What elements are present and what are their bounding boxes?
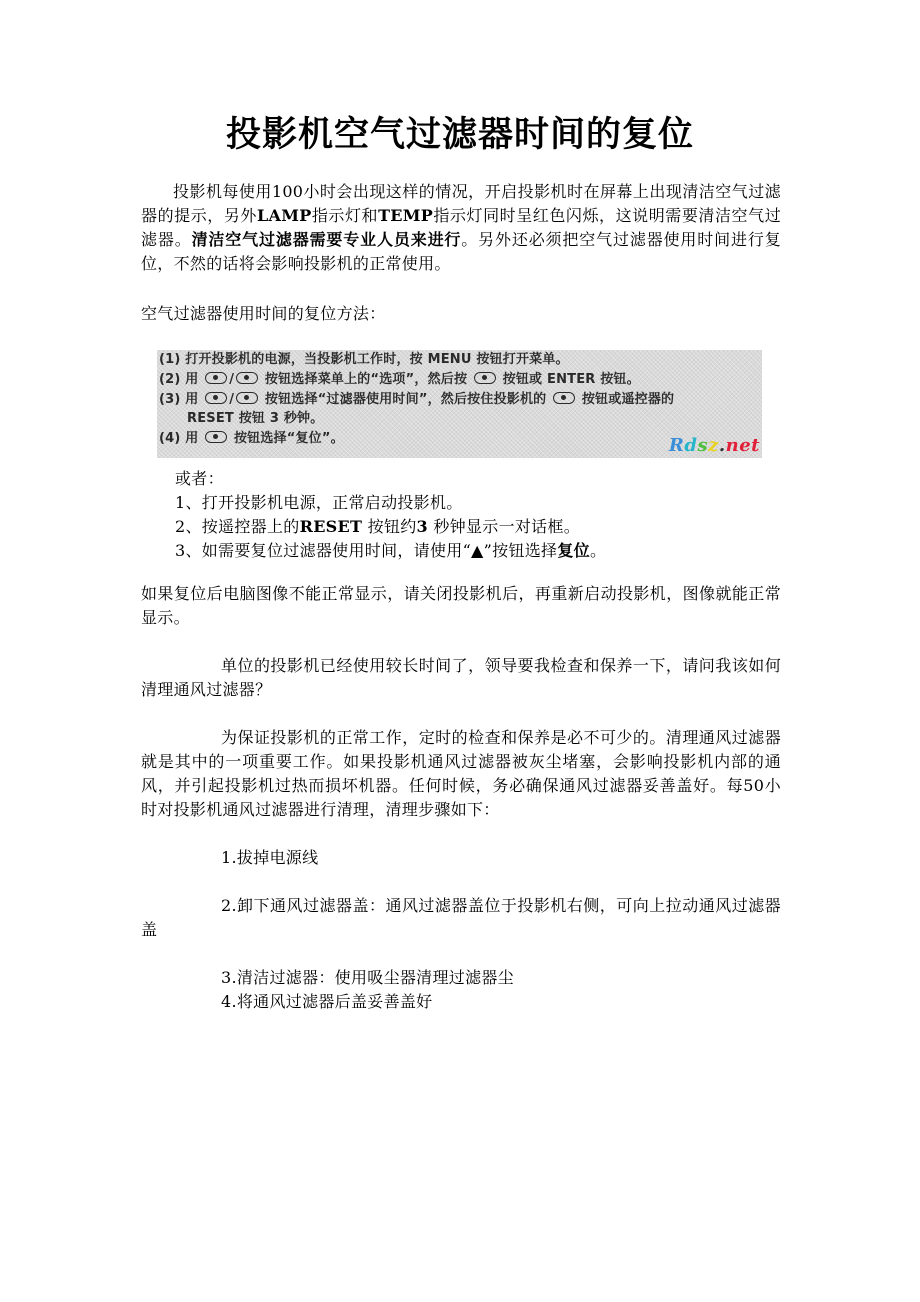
figure-text: 按钮选择“过滤器使用时间”，然后按住投影机的 [264, 392, 547, 407]
up-button-icon [205, 392, 227, 404]
alt-step-3 [175, 539, 606, 563]
right-button-icon [553, 392, 575, 404]
intro-emphasis: 清洁空气过滤器需要专业人员来进行 [191, 230, 462, 249]
figure-text: 按钮或 ENTER 按钮。 [502, 372, 640, 387]
figure-text: / [229, 372, 235, 387]
alt-text: 3、如需要复位过滤器使用时间，请使用“▲”按钮选择 [175, 541, 558, 560]
cleaning-step-3: 3.清洁过滤器：使用吸尘器清理过滤器尘 [221, 968, 514, 987]
instructions-figure [157, 350, 762, 458]
watermark-letter: net [725, 435, 760, 456]
cleaning-step-1: 1.拔掉电源线 [221, 848, 319, 867]
down-button-icon [236, 372, 258, 384]
watermark-letter: s [697, 435, 709, 456]
alt-heading: 或者： [175, 469, 224, 488]
up-button-icon [205, 372, 227, 384]
intro-text: 指示灯和 [311, 206, 379, 225]
temp-label: TEMP [378, 206, 434, 225]
method-heading: 空气过滤器使用时间的复位方法： [141, 304, 386, 323]
question-paragraph: 单位的投影机已经使用较长时间了，领导要我检查和保养一下，请问我该如何清理通风过滤器？ [141, 656, 781, 699]
intro-text: 投影机每使用100小时会出现这样的情况，开启投影机时在屏幕上出现清洁空气过滤器的提示，另外 [141, 182, 781, 225]
cleaning-step-4: 4.将通风过滤器后盖妥善盖好 [221, 992, 433, 1011]
alt-text: 。 [589, 541, 607, 560]
figure-line-5 [159, 430, 344, 448]
down-button-icon [236, 392, 258, 404]
watermark-letter: z [708, 435, 719, 456]
alt-text: 2、按遥控器上的 [175, 517, 300, 536]
intro-paragraph [141, 180, 781, 276]
watermark-logo [669, 436, 760, 456]
alt-step-2 [175, 515, 580, 539]
lamp-label: LAMP [256, 206, 312, 225]
right-button-icon [474, 372, 496, 384]
intro-text: 。另外还必须把空气过滤器使用时间进行复位，不然的话将会影响投影机的正常使用。 [141, 230, 781, 273]
cleaning-step-2: 2.卸下通风过滤器盖：通风过滤器盖位于投影机右侧，可向上拉动通风过滤器盖 [141, 896, 781, 939]
figure-line-3 [159, 391, 674, 409]
alt-text: 按钮约 [367, 517, 417, 536]
intro-text: 指示灯同时呈红色闪烁，这说明需要清洁空气过滤器。 [141, 206, 781, 249]
figure-line-2 [159, 371, 640, 389]
document-title: 投影机空气过滤器时间的复位 [225, 115, 694, 155]
watermark-letter: d [684, 435, 698, 456]
figure-line-4: RESET 按钮 3 秒钟。 [187, 411, 324, 426]
figure-text: 按钮选择“复位”。 [233, 431, 344, 446]
reset-option-label: 复位 [557, 541, 590, 560]
figure-text: / [229, 392, 235, 407]
figure-text: 按钮选择菜单上的“选项”，然后按 [264, 372, 468, 387]
figure-text: 按钮或遥控器的 [581, 392, 675, 407]
figure-text: (4) 用 [159, 431, 199, 446]
figure-line-1: (1) 打开投影机的电源，当投影机工作时，按 MENU 按钮打开菜单。 [159, 352, 569, 367]
watermark-letter: R [668, 435, 685, 456]
alt-text: 秒钟显示一对话框。 [433, 517, 581, 536]
seconds-value: 3 [416, 517, 428, 536]
up-button-icon [205, 431, 227, 443]
answer-paragraph: 为保证投影机的正常工作，定时的检查和保养是必不可少的。清理通风过滤器就是其中的一项重要工作。如果投影机通风过滤器被灰尘堵塞，会影响投影机内部的通风，并引起投影机过热而损坏机器。任何时候，务必确保通风过滤器妥善盖好。每50小时对投影机通风过滤器进行清理，清理步骤如下： [141, 728, 781, 819]
reset-label: RESET [299, 517, 363, 536]
figure-text: (3) 用 [159, 392, 199, 407]
note-paragraph: 如果复位后电脑图像不能正常显示，请关闭投影机后，再重新启动投影机，图像就能正常显示。 [141, 584, 781, 627]
alt-step-1: 1、打开投影机电源，正常启动投影机。 [175, 493, 463, 512]
watermark-letter: . [718, 435, 726, 456]
figure-text: (2) 用 [159, 372, 199, 387]
